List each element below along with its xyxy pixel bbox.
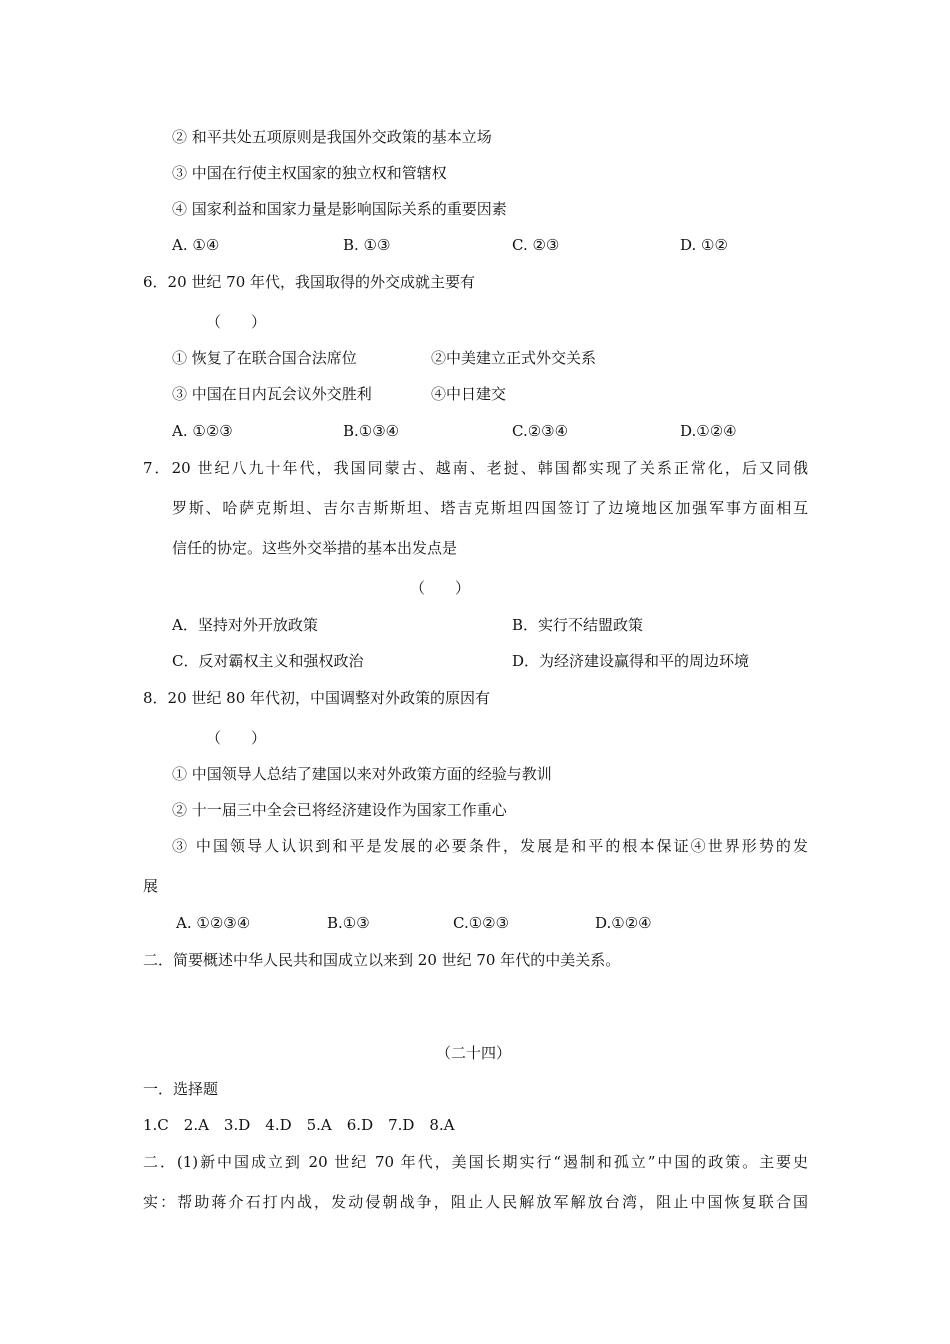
q5-item-3: ③ 中国在行使主权国家的独立权和管辖权 (172, 164, 447, 182)
q7-option-c: C．反对霸权主义和强权政治 (172, 652, 364, 670)
q5-option-b: B. ①③ (343, 236, 391, 254)
q7-option-d: D．为经济建设赢得和平的周边环境 (512, 652, 750, 670)
q8-stem: 8．20 世纪 80 年代初，中国调整对外政策的原因有 (143, 689, 491, 707)
q8-item-3-continued: 展 (143, 877, 159, 895)
q8-item-1: ① 中国领导人总结了建国以来对外政策方面的经验与教训 (172, 765, 552, 783)
section-2-question: 二．简要概述中华人民共和国成立以来到 20 世纪 70 年代的中美关系。 (143, 951, 621, 969)
q8-answer-paren: （ ） (206, 729, 267, 747)
q8-option-b: B.①③ (327, 914, 370, 932)
answers-paragraph-line-1: 二．(1)新中国成立到 20 世纪 70 年代，美国长期实行“遏制和孤立”中国的政策。主要史 (143, 1153, 808, 1171)
q6-item-2: ②中美建立正式外交关系 (431, 349, 597, 367)
q5-option-a: A. ①④ (172, 236, 220, 254)
answers-choice-key: 1.C 2.A 3.D 4.D 5.A 6.D 7.D 8.A (143, 1116, 455, 1134)
q5-option-d: D. ①② (680, 236, 728, 254)
q7-option-b: B．实行不结盟政策 (512, 616, 644, 634)
q5-item-4: ④ 国家利益和国家力量是影响国际关系的重要因素 (172, 200, 507, 218)
q7-answer-paren: （ ） (410, 579, 471, 597)
answers-title: （二十四） (436, 1044, 512, 1062)
q8-item-2: ② 十一届三中全会已将经济建设作为国家工作重心 (172, 801, 507, 819)
answers-paragraph-line-2: 实：帮助蒋介石打内战，发动侵朝战争，阻止人民解放军解放台湾，阻止中国恢复联合国 (143, 1193, 808, 1211)
q6-option-c: C.②③④ (512, 422, 569, 440)
q6-answer-paren: （ ） (206, 313, 267, 331)
q6-option-a: A. ①②③ (172, 422, 233, 440)
answers-section-1-heading: 一．选择题 (143, 1080, 219, 1098)
q7-stem-line-3: 信任的协定。这些外交举措的基本出发点是 (172, 539, 458, 557)
q6-stem: 6．20 世纪 70 年代，我国取得的外交成就主要有 (143, 273, 476, 291)
q8-item-3: ③ 中国领导人认识到和平是发展的必要条件，发展是和平的根本保证④世界形势的发 (172, 837, 808, 855)
q5-option-c: C. ②③ (512, 236, 560, 254)
q5-item-2: ② 和平共处五项原则是我国外交政策的基本立场 (172, 128, 492, 146)
q7-option-a: A．坚持对外开放政策 (172, 616, 318, 634)
q6-option-b: B.①③④ (343, 422, 400, 440)
q6-item-3: ③ 中国在日内瓦会议外交胜利 (172, 385, 372, 403)
q8-option-c: C.①②③ (453, 914, 510, 932)
q7-stem-line-1: 7．20 世纪八九十年代，我国同蒙古、越南、老挝、韩国都实现了关系正常化，后又同俄 (143, 459, 808, 477)
q8-option-a: A. ①②③④ (176, 914, 251, 932)
q6-item-4: ④中日建交 (431, 385, 507, 403)
q6-item-1: ① 恢复了在联合国合法席位 (172, 349, 357, 367)
q7-stem-line-2: 罗斯、哈萨克斯坦、吉尔吉斯斯坦、塔吉克斯坦四国签订了边境地区加强军事方面相互 (172, 499, 808, 517)
q8-option-d: D.①②④ (595, 914, 652, 932)
q6-option-d: D.①②④ (680, 422, 737, 440)
